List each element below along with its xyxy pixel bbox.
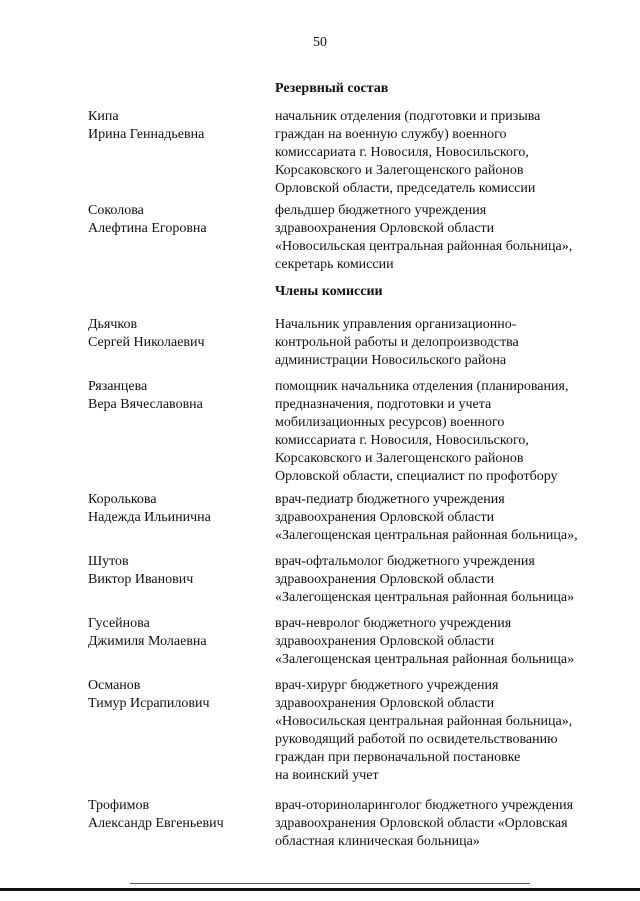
description-line: здравоохранения Орловской области <box>275 634 495 649</box>
description-line: здравоохранения Орловской области <box>275 572 495 587</box>
given-names: Джимиля Молаевна <box>88 634 207 649</box>
position-description <box>275 491 620 545</box>
description-line: здравоохранения Орловской области «Орловская <box>275 816 568 831</box>
position-description <box>275 677 620 785</box>
description-line: здравоохранения Орловской области <box>275 510 495 525</box>
description-line: предназначения, подготовки и учета <box>275 397 492 412</box>
description-line: начальник отделения (подготовки и призыва <box>275 109 541 124</box>
description-line: врач-хирург бюджетного учреждения <box>275 678 499 693</box>
description-line: врач-невролог бюджетного учреждения <box>275 616 512 631</box>
description-line: «Новосильская центральная районная больница», <box>275 239 573 254</box>
person-name <box>88 491 268 527</box>
person-name <box>88 202 268 238</box>
person-name <box>88 316 268 352</box>
page-edge-line <box>130 883 530 884</box>
person-name <box>88 677 268 713</box>
position-description <box>275 553 620 607</box>
position-description <box>275 615 620 669</box>
section-heading-reserve: Резервный состав <box>275 81 389 96</box>
description-line: Орловской области, председатель комиссии <box>275 181 536 196</box>
person-name <box>88 108 268 144</box>
description-line: на воинский учет <box>275 768 379 783</box>
surname: Османов <box>88 678 141 693</box>
description-line: комиссариата г. Новосиля, Новосильского, <box>275 145 529 160</box>
given-names: Александр Евгеньевич <box>88 816 224 831</box>
description-line: руководящий работой по освидетельствованию <box>275 732 558 747</box>
person-name <box>88 615 268 651</box>
description-line: Орловской области, специалист по профотбору <box>275 469 558 484</box>
description-line: мобилизационных ресурсов) военного <box>275 415 505 430</box>
description-line: здравоохранения Орловской области <box>275 221 495 236</box>
surname: Гусейнова <box>88 616 150 631</box>
given-names: Тимур Исрапилович <box>88 696 210 711</box>
section-heading-members: Члены комиссии <box>275 284 383 299</box>
surname: Соколова <box>88 203 144 218</box>
given-names: Ирина Геннадьевна <box>88 127 205 142</box>
person-name <box>88 378 268 414</box>
description-line: «Залегощенская центральная районная больница», <box>275 528 578 543</box>
description-line: граждан при первоначальной постановке <box>275 750 521 765</box>
description-line: здравоохранения Орловской области <box>275 696 495 711</box>
surname: Трофимов <box>88 798 150 813</box>
surname: Кипа <box>88 109 119 124</box>
page-number: 50 <box>313 35 327 50</box>
description-line: граждан на военную службу) военного <box>275 127 507 142</box>
description-line: Корсаковского и Залегощенского районов <box>275 451 524 466</box>
description-line: врач-педиатр бюджетного учреждения <box>275 492 505 507</box>
position-description <box>275 378 620 486</box>
description-line: помощник начальника отделения (планирования, <box>275 379 569 394</box>
given-names: Надежда Ильинична <box>88 510 211 525</box>
given-names: Сергей Николаевич <box>88 335 205 350</box>
surname: Рязанцева <box>88 379 148 394</box>
position-description <box>275 797 620 851</box>
description-line: контрольной работы и делопроизводства <box>275 335 519 350</box>
description-line: комиссариата г. Новосиля, Новосильского, <box>275 433 529 448</box>
description-line: «Залегощенская центральная районная больница» <box>275 652 575 667</box>
position-description <box>275 108 620 198</box>
description-line: «Залегощенская центральная районная больница» <box>275 590 575 605</box>
surname: Шутов <box>88 554 129 569</box>
description-line: Корсаковского и Залегощенского районов <box>275 163 524 178</box>
position-description <box>275 316 620 370</box>
description-line: врач-оториноларинголог бюджетного учреждения <box>275 798 574 813</box>
given-names: Вера Вячеславовна <box>88 397 203 412</box>
surname: Королькова <box>88 492 157 507</box>
description-line: фельдшер бюджетного учреждения <box>275 203 487 218</box>
person-name <box>88 553 268 589</box>
description-line: «Новосильская центральная районная больница», <box>275 714 573 729</box>
description-line: врач-офтальмолог бюджетного учреждения <box>275 554 535 569</box>
description-line: секретарь комиссии <box>275 257 394 272</box>
surname: Дьячков <box>88 317 138 332</box>
description-line: Начальник управления организационно- <box>275 317 517 332</box>
given-names: Виктор Иванович <box>88 572 194 587</box>
position-description <box>275 202 620 274</box>
given-names: Алефтина Егоровна <box>88 221 207 236</box>
page-bottom-border <box>0 888 640 891</box>
description-line: областная клиническая больница» <box>275 834 480 849</box>
person-name <box>88 797 268 833</box>
description-line: администрации Новосильского района <box>275 353 507 368</box>
